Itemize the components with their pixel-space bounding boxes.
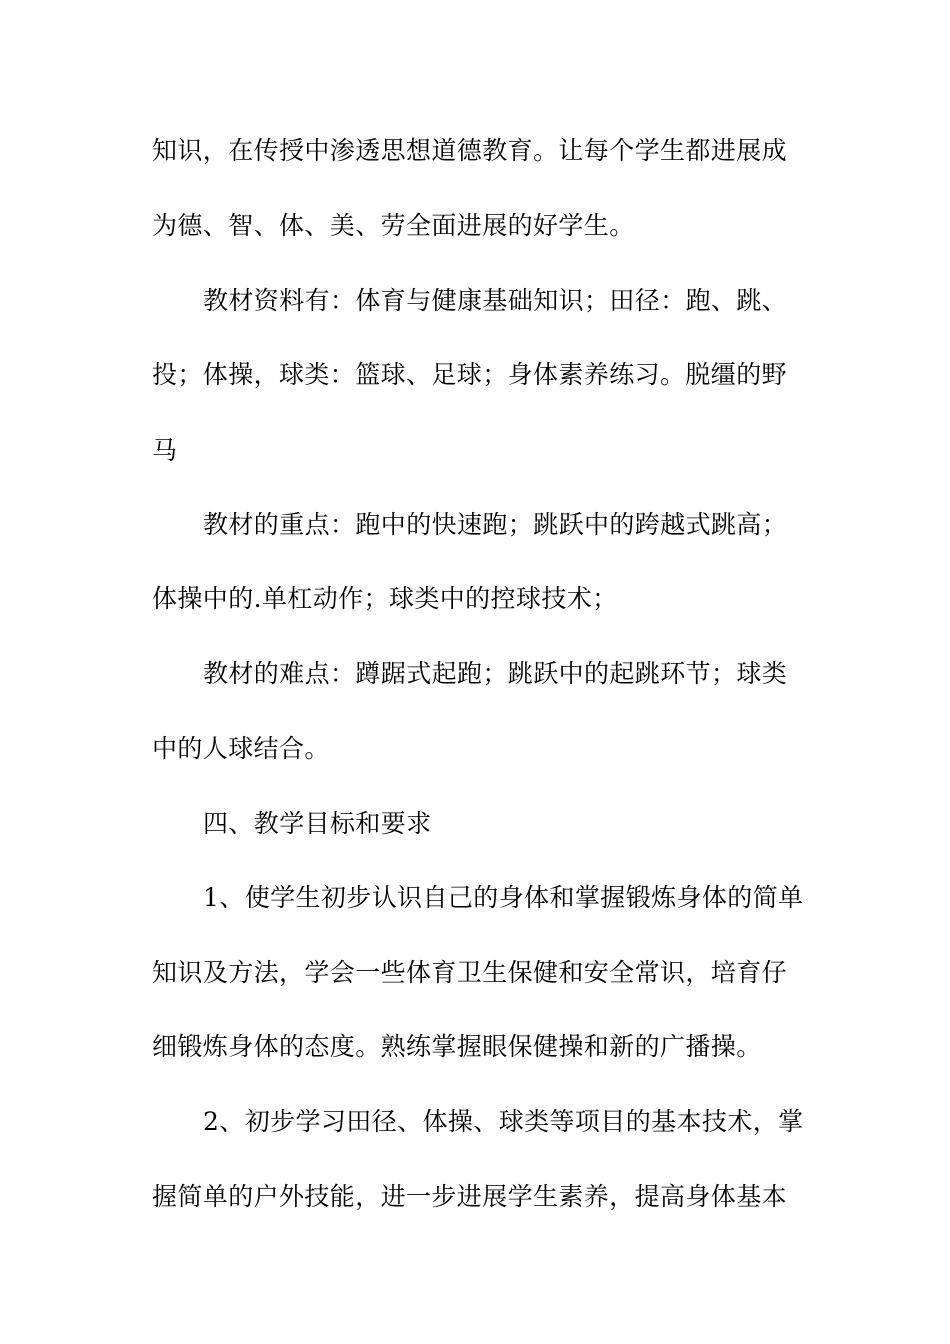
text-line: 为德、智、体、美、劳全面进展的好学生。 bbox=[152, 211, 635, 240]
paragraph-first-line: 教材的重点：跑中的快速跑；跳跃中的跨越式跳高； bbox=[203, 510, 788, 539]
section-heading: 四、教学目标和要求 bbox=[203, 809, 432, 838]
text-line: 中的人球结合。 bbox=[152, 734, 330, 763]
paragraph-first-line: 教材的难点：蹲踞式起跑；跳跃中的起跳环节；球类 bbox=[203, 659, 788, 688]
paragraph-first-line: 1、使学生初步认识自己的身体和掌握锻炼身体的简单 bbox=[203, 883, 804, 912]
text-line: 体操中的.单杠动作；球类中的控球技术； bbox=[152, 584, 618, 613]
text-line: 知识及方法，学会一些体育卫生保健和安全常识，培育仔 bbox=[152, 958, 788, 987]
text-line: 握简单的户外技能，进一步进展学生素养，提高身体基本 bbox=[152, 1182, 788, 1211]
text-line: 知识，在传授中渗透思想道德教育。让每个学生都进展成 bbox=[152, 136, 788, 165]
paragraph-first-line: 教材资料有：体育与健康基础知识；田径：跑、跳、 bbox=[203, 286, 788, 315]
text-line: 细锻炼身体的态度。熟练掌握眼保健操和新的广播操。 bbox=[152, 1032, 762, 1061]
text-line: 投；体操，球类：篮球、足球；身体素养练习。脱缰的野 bbox=[152, 360, 788, 389]
paragraph-first-line: 2、初步学习田径、体操、球类等项目的基本技术，掌 bbox=[203, 1107, 804, 1136]
text-line: 马 bbox=[152, 436, 178, 465]
